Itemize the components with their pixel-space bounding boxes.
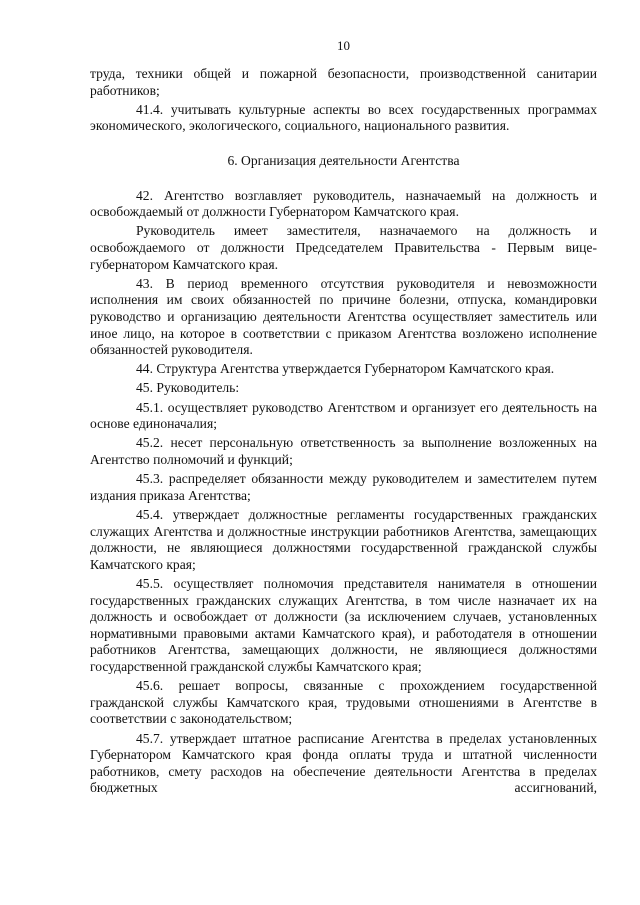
paragraph-42: 42. Агентство возглавляет руководитель, назначаемый на должность и освобождаемый от должности Губернатором Камчатского края. — [90, 187, 597, 220]
paragraph-45-3: 45.3. распределяет обязанности между руководителем и заместителем путем издания приказа Агентства; — [90, 471, 597, 503]
section-heading: 6. Организация деятельности Агентства — [227, 152, 460, 168]
paragraph-45-4: 45.4. утверждает должностные регламенты государственных гражданских служащих Агентства и должностные инструкции работников Агентства, замещающих должности, не являющиеся должностями государственной гражданской службы Камчатского края; — [90, 507, 597, 572]
paragraph-45-7: 45.7. утверждает штатное расписание Агентства в пределах установленных Губернатором Камчатского края фонда оплаты труда и штатной численности работников, смету расходов на обеспечение деятельности Агентства в пределах бюджетных ассигнований, — [90, 730, 597, 796]
paragraph-41-4: 41.4. учитывать культурные аспекты во всех государственных программах экономического, экологического, социального, национального развития. — [90, 101, 597, 134]
paragraph-45-1: 45.1. осуществляет руководство Агентством и организует его деятельность на основе единоначалия; — [90, 399, 597, 432]
paragraph-continuation: труда, техники общей и пожарной безопасности, производственной санитарии работников; — [90, 66, 597, 98]
paragraph-45-5: 45.5. осуществляет полномочия представителя нанимателя в отношении государственных гражданских служащих Агентства, в том числе назначает их на должность и освобождает от должности (за исключением случаев, установленных нормативными правовыми актами Камчатского края), и работодателя в отношении работников Агентства, замещающих должности, не являющиеся должностями государственной гражданской службы Камчатского края; — [90, 575, 597, 674]
paragraph-45-2: 45.2. несет персональную ответственность за выполнение возложенных на Агентство полномочий и функций; — [90, 435, 597, 468]
paragraph-44: 44. Структура Агентства утверждается Губернатором Камчатского края. — [136, 361, 555, 377]
paragraph-45-6: 45.6. решает вопросы, связанные с прохождением государственной гражданской службы Камчатского края, трудовыми отношениями в Агентстве в соответствии с законодательством; — [90, 678, 597, 727]
document-page — [90, 38, 597, 799]
page-number: 10 — [337, 38, 350, 53]
paragraph-45: 45. Руководитель: — [136, 380, 240, 396]
paragraph-42-deputy: Руководитель имеет заместителя, назначаемого на должность и освобождаемого от должности Председателем Правительства - Первым вице-губернатором Камчатского края. — [90, 223, 597, 272]
paragraph-43: 43. В период временного отсутствия руководителя и невозможности исполнения им своих обязанностей по причине болезни, отпуска, командировки руководство и организацию деятельности Агентства осуществляет заместитель или иное лицо, на которое в соответствии с приказом Агентства возложено исполнение обязанностей руководителя. — [90, 275, 597, 358]
